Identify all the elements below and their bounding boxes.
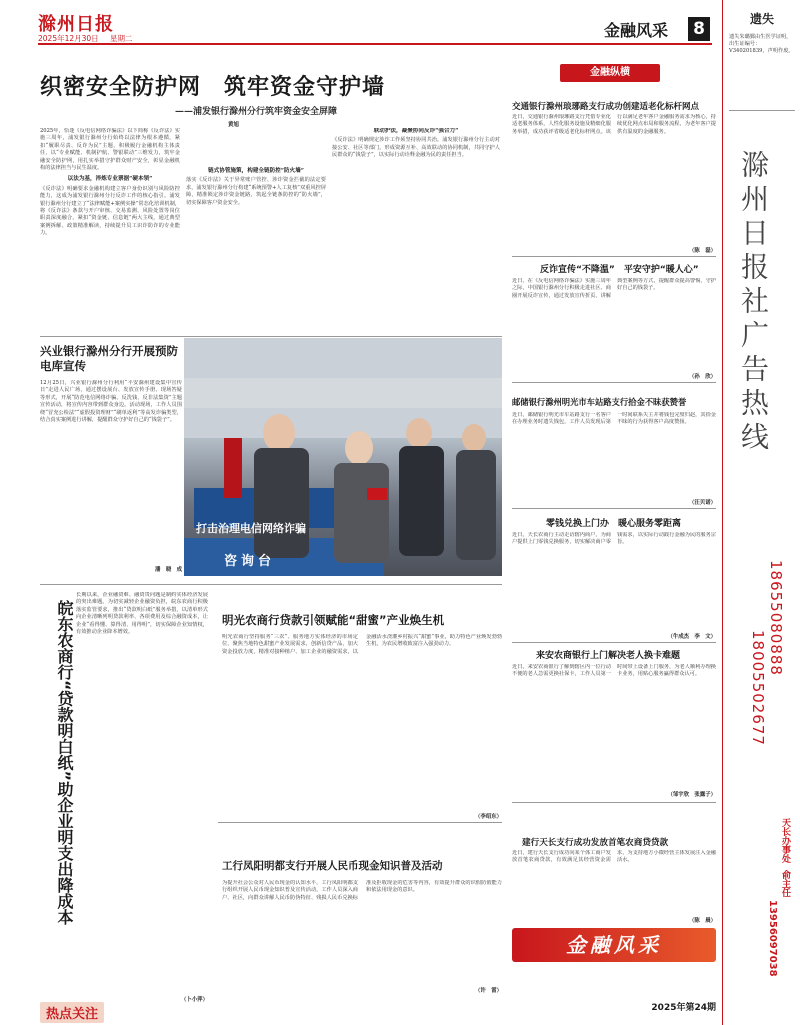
masthead bbox=[0, 0, 720, 44]
s3-body: 近日，邮储银行明光市车站路支行一名客户在办理业务时遗失钱包，工作人员发现后第一时间联系失主并将钱包完璧归赵，其拾金不昧的行为获得客户高度赞扬。 bbox=[512, 412, 716, 426]
footer-hot-text: 热点关注 bbox=[40, 1002, 104, 1023]
s4-headline: 零钱兑换上门办 暖心服务零距离 bbox=[546, 519, 682, 529]
lead-para-3: 落实《反诈法》关于异常账户管控、涉诈资金拦截的法定要求，浦发银行滁州分行构建“系统预警+人工复核”双重风控屏障，精准锁定涉诈资金链路，筑起全链条防控的“防火墙”，切实保障客户资金安全。 bbox=[186, 177, 326, 206]
nongshang-headline: 皖东农商行“贷款明白纸”助企业明支出降成本 bbox=[55, 600, 74, 926]
lead-col-1 bbox=[40, 128, 180, 333]
photo-banner-1: 打击治理电信网络诈骗 bbox=[196, 522, 306, 535]
event-photo bbox=[184, 338, 502, 576]
s5-headline: 来安农商银行上门解决老人换卡难题 bbox=[536, 651, 681, 661]
lead-author: 黄旭 bbox=[228, 122, 240, 128]
office-name: 天长办事处 bbox=[780, 818, 790, 863]
mingguang-author: （李绍东） bbox=[475, 814, 502, 820]
xingye-headline: 兴业银行滁州分行开展预防电库宣传 bbox=[40, 344, 178, 373]
lead-subtitle: ——浦发银行滁州分行筑牢资金安全屏障 bbox=[175, 107, 338, 117]
lost-notice-title: 遗失 bbox=[749, 12, 774, 26]
office-director: 俞主任 bbox=[780, 870, 790, 898]
finance-banner-label: 金融纵横 bbox=[590, 67, 630, 78]
lead-col-3 bbox=[332, 128, 500, 333]
s1-headline: 交通银行滁州琅琊路支行成功创建适老化标杆网点 bbox=[512, 102, 700, 112]
photo-banner-2: 咨询台 bbox=[224, 554, 276, 569]
issue-date: 2025年12月30日 bbox=[38, 34, 99, 43]
ad-hotline-title: 滁州日报社广告热线 bbox=[737, 150, 770, 456]
photo-illustration bbox=[184, 338, 502, 576]
s1-body: 近日，交通银行滁州琅琊路支行凭借专业化适老服务体系，人性化服务设施及精细化服务举措，成功获评省级适老化标杆网点。该行以满足老年客户金融服务需求为核心，持续优化网点布局和服务流程，为老年客户提供有温度的金融服务。 bbox=[512, 114, 716, 135]
s2-body: 近日，在《反电信网络诈骗法》实施三周年之际，中国银行滁州分行积极走进社区、商圈开展反诈宣传，通过发放宣传折页、讲解典型案例等方式，提醒群众提高警惕，守护好自己的钱袋子。 bbox=[512, 278, 716, 299]
s6-author: （陈 晨） bbox=[689, 918, 716, 924]
cash-headline: 工行凤阳明都支行开展人民币现金知识普及活动 bbox=[222, 860, 443, 872]
cash-author: （许 雷） bbox=[475, 988, 502, 994]
nongshang-body: 长期以来，企业融资难、融资贵问题是制约实体经济发展的突出难题。为切实减轻企业融资负担，皖东农商行积极落实监管要求，推出“贷款明白纸”服务举措，以清单形式向企业清晰列明贷款利率、各项费用及综合融资成本，让企业“看得懂、算得清、用得明”，切实保障企业知情权，有效推动企业降本增效。 bbox=[76, 592, 208, 636]
s3-headline: 邮储银行滁州明光市车站路支行拾金不昧获赞誉 bbox=[512, 397, 687, 407]
mingguang-headline: 明光农商行贷款引领赋能“甜蜜”产业焕生机 bbox=[222, 613, 445, 627]
finance-banner bbox=[560, 64, 660, 82]
section-name: 金融风采 bbox=[604, 21, 669, 40]
footer-issue: 2025年第24期 bbox=[651, 1003, 716, 1013]
issue-weekday: 星期二 bbox=[110, 34, 133, 43]
lead-para-1: 2025年，恰逢《反电信网络诈骗法》以下简称《反诈法》实施三周年，浦发银行滁州分行始终以法律为根本遵循，紧扣“履职尽责、反诈为民”主题，积极履行金融机构主体责任，以“专业赋能、机制护航、警银联动”三维发力，筑牢金融安全防护网，用扎实举措守护群众财产安全，彰显金融机构的法律担当与民生温度。 bbox=[40, 128, 180, 172]
footer-brand: 金融风采 bbox=[566, 933, 662, 957]
mingguang-body: 明光农商行坚持服务“三农”、服务地方实体经济的市场定位，聚焦当地特色甜蜜产业发展需求，创新信贷产品，加大资金投放力度，精准对接种植户、加工企业的融资需求，以金融活水浇灌乡村振兴“甜蜜”事业，助力特色产业焕发勃勃生机，为农民增收致富注入强劲动力。 bbox=[222, 634, 502, 655]
lead-subhead-2: 链式协管施策，构建全链防控“防火墙” bbox=[208, 168, 304, 174]
lead-col-2 bbox=[186, 128, 326, 333]
office-label bbox=[779, 818, 792, 897]
ad-phone-2[interactable]: 18005502677 bbox=[749, 630, 767, 746]
footer-hot-label bbox=[40, 1002, 140, 1022]
nongshang-author: （卜小萍） bbox=[181, 997, 208, 1003]
lead-para-4: 《反诈法》明确规定涉诈工作须坚持协同共治。浦发银行滁州分行主动对接公安、社区等部门，形成资源互补、高效联动的协同机制，共同守护人民群众的“钱袋子”，以实际行动诠释金融为民的责任担当。 bbox=[332, 137, 500, 159]
s2-author: （孙 欣） bbox=[689, 374, 716, 380]
lost-notice-text: 遗失朱璐鄞由生医学证明，出生证编号：V340201839，声明作废。 bbox=[729, 34, 794, 54]
s2-headline: 反诈宣传“不降温” 平安守护“暖人心” bbox=[540, 265, 699, 275]
s5-body: 近日，来安农商银行了解到辖区内一位行动不便的老人急需更换社保卡，工作人员第一时间带上设备上门服务，为老人顺利办理换卡业务，用贴心服务赢得群众认可。 bbox=[512, 664, 716, 678]
lead-subhead-3: 联动护法，凝聚协同反诈“强合力” bbox=[373, 128, 459, 134]
ad-phone-1[interactable]: 18655080888 bbox=[767, 560, 785, 676]
s5-author: （邹宇欣 张露子） bbox=[667, 792, 716, 798]
s4-author: （牛成杰 李 文） bbox=[667, 634, 716, 640]
s6-headline: 建行天长支行成功发放首笔农商贷贷款 bbox=[522, 838, 669, 848]
s1-author: （陈 磊） bbox=[689, 248, 716, 254]
page-number: 8 bbox=[688, 17, 710, 41]
newspaper-logo: 滁州日报 bbox=[38, 14, 114, 35]
footer-brand-bar bbox=[512, 928, 716, 962]
xingye-author: 潘 晓 成 bbox=[155, 567, 182, 573]
sidebar bbox=[722, 0, 800, 1025]
cash-body: 为提升社会公众对人民币现金的认知水平，工行凤阳明都支行组织开展人民币现金知识普及宣传活动，工作人员深入商户、社区，向群众讲解人民币防伪特征、残损人民币兑换标准及拒收现金的危害等内容，有效提升群众的识假防假能力和依法用现金的意识。 bbox=[222, 880, 502, 901]
s6-body: 近日，建行天长支行成功向某个体工商户发放首笔农商贷款，有效满足其经营资金需求，为支持地方小微经营主体发展注入金融活水。 bbox=[512, 850, 716, 864]
lead-headline: 织密安全防护网 筑牢资金守护墙 bbox=[40, 75, 386, 100]
office-phone[interactable]: 13956097038 bbox=[767, 900, 778, 977]
masthead-rule bbox=[38, 43, 712, 45]
xingye-body: 12月25日，兴业银行滁州分行利用“平安滁州建设集中宣传日”走进人民广场，通过摆设展台、发放宣传手册、现场答疑等形式，开展“防范电信网络诈骗、反洗钱、反非法集资”主题宣传活动，将宣传内容带到群众身边。活动现场，工作人员围绕“冒充公检法”“虚假投资理财”“刷单返利”等高发诈骗类型，结合真实案例进行讲解，提醒群众守护好自己的“钱袋子”。 bbox=[40, 380, 182, 424]
lead-para-2: 《反诈法》明确要求金融机构建立客户身份识别与风险防控能力，这成为浦发银行滁州分行反诈工作的核心指引。浦发银行滁州分行建立了“法律赋能+案例实操”常态化培训机制，将《反诈法》条款与开户审核、交易监测、风险处置等岗位职责深度融合，紧扣“资金链、信息链”两大主线，通过典型案例拆解、政策精准解读，持续提升员工识诈防诈的专业能力。 bbox=[40, 185, 180, 237]
lead-subhead-1: 以法为基，淬炼专业票据“硬本领” bbox=[67, 176, 153, 183]
s4-body: 近日，天长农商行主动走访辖内商户，为商户提供上门零钱兑换服务，切实解决商户零钱需求，以实际行动践行金融为民的服务宗旨。 bbox=[512, 532, 716, 546]
s3-author: （汪贝诺） bbox=[689, 500, 716, 506]
